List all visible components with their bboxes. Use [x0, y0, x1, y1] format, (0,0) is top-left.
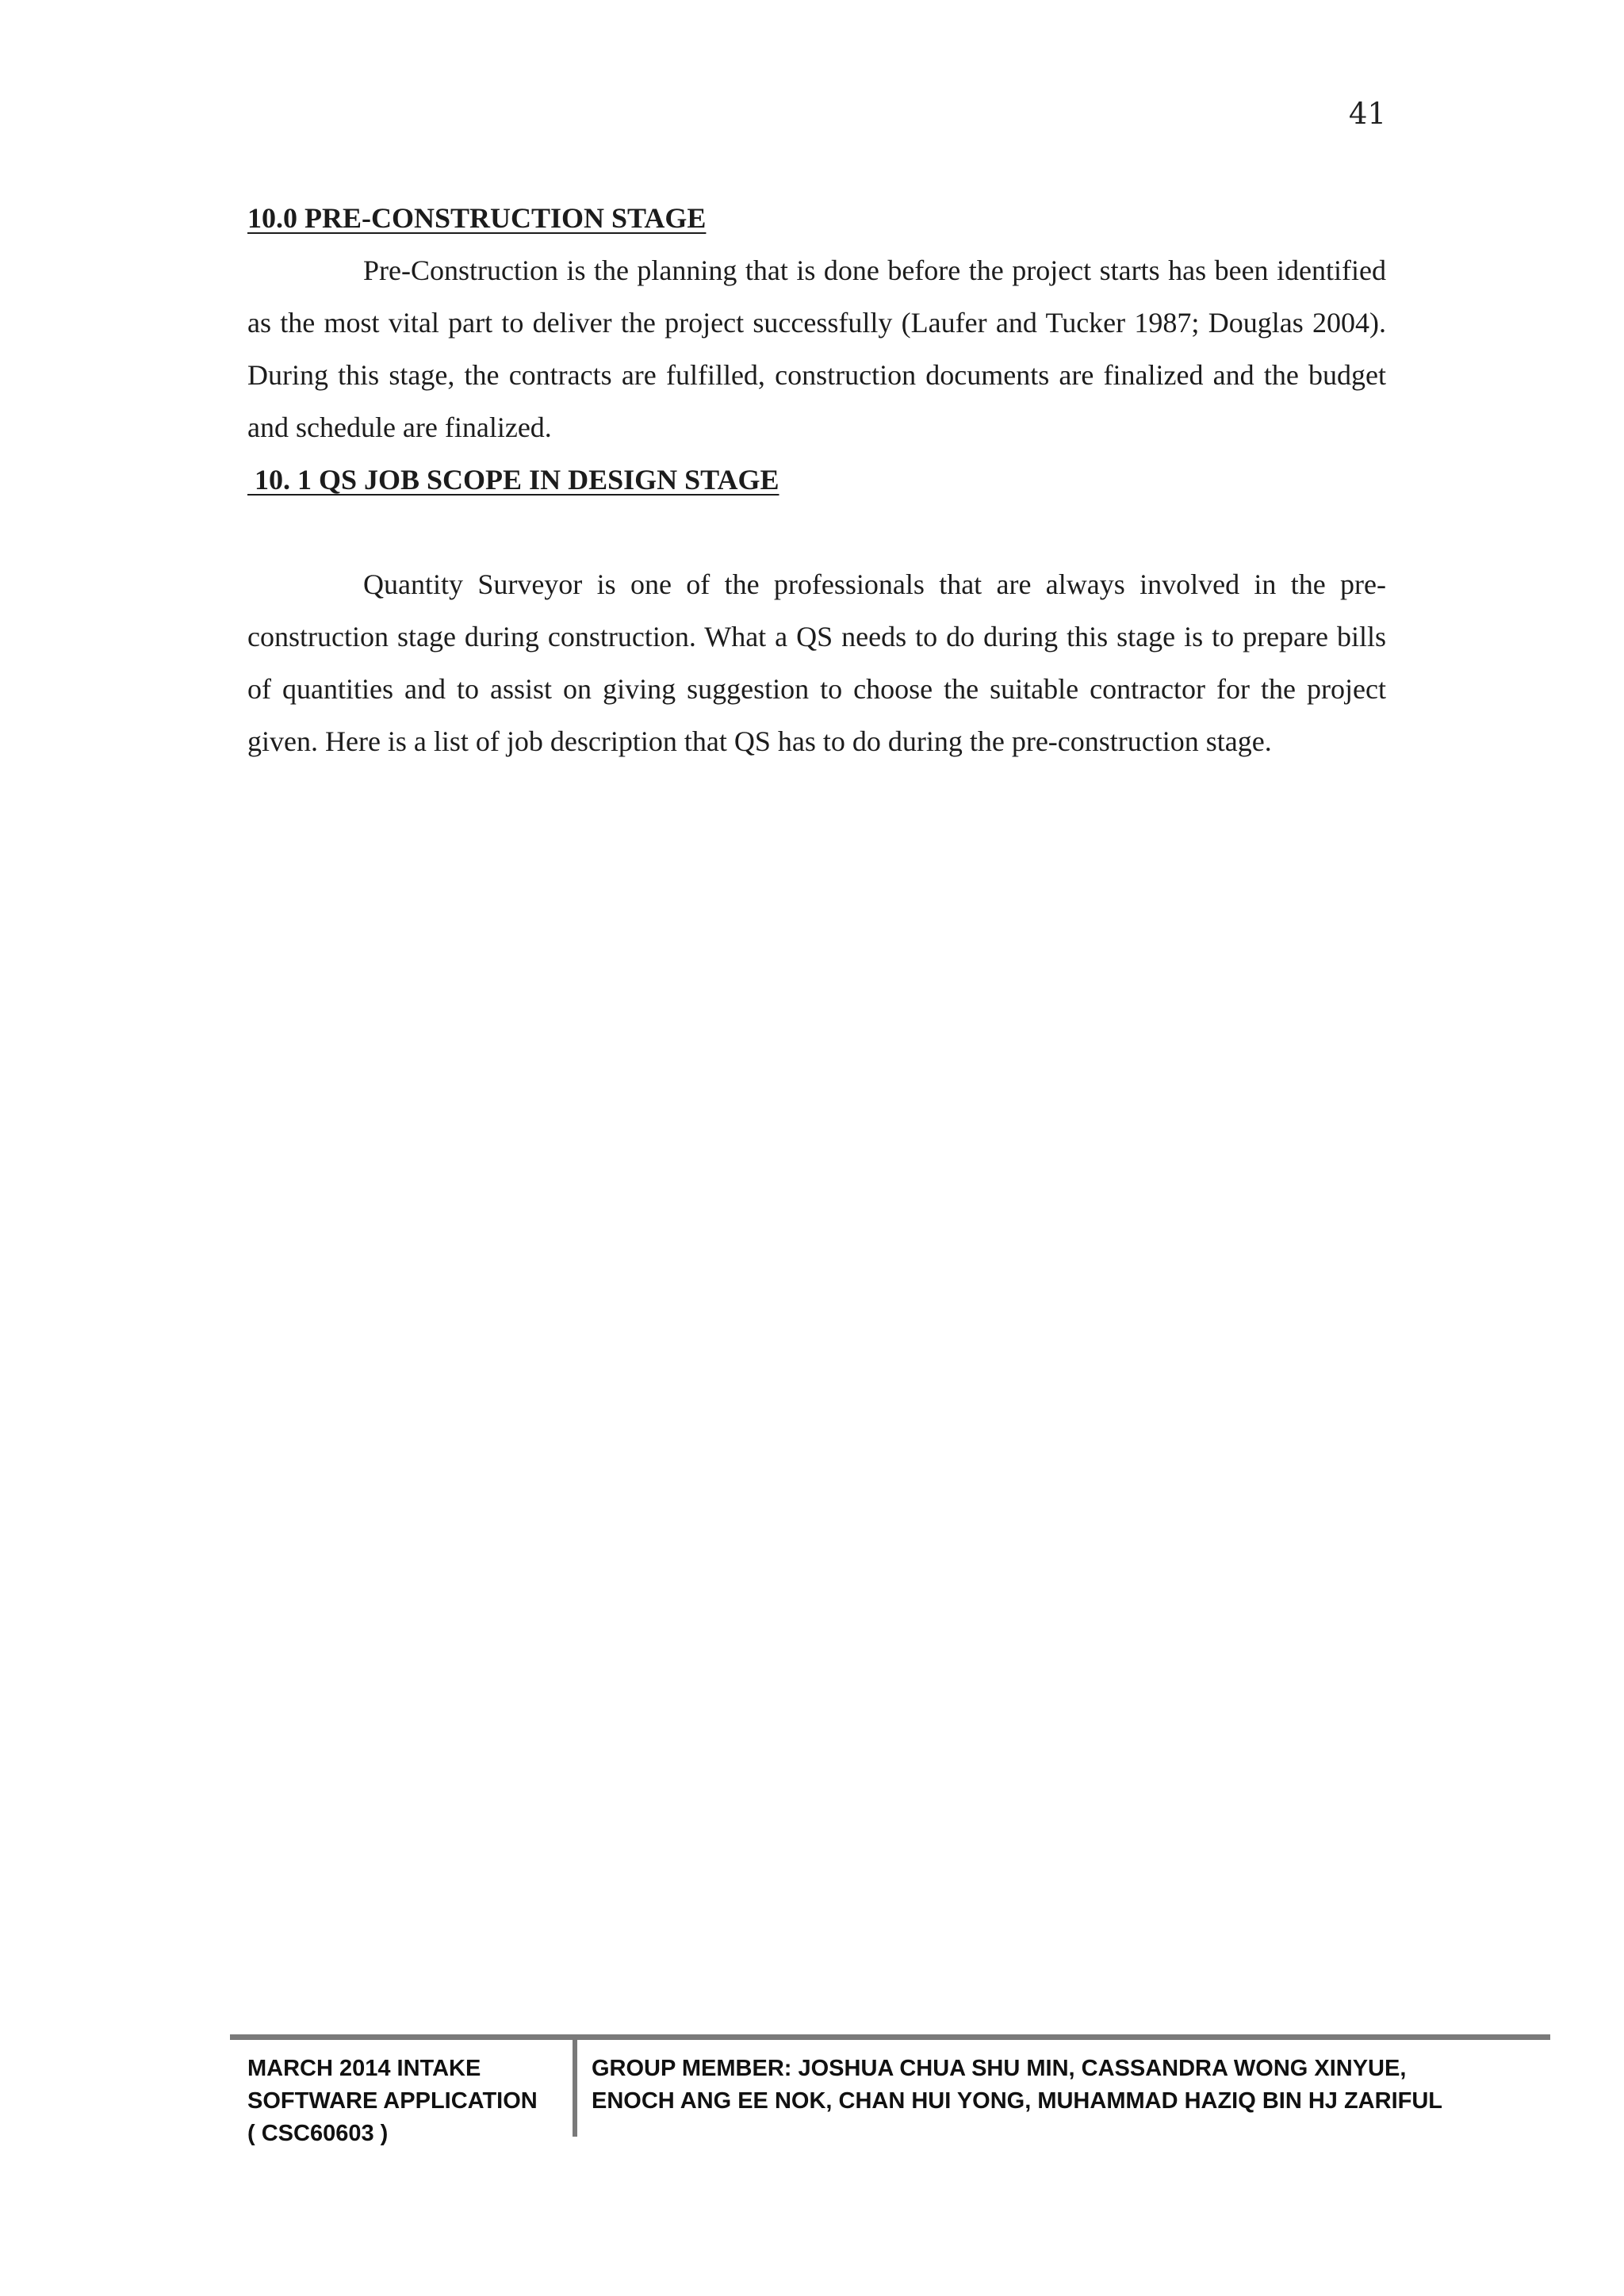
page-number: 41: [1348, 97, 1386, 131]
paragraph-spacer: [247, 506, 1386, 558]
footer-intake: MARCH 2014 INTAKE: [247, 2056, 481, 2081]
footer-course-code: ( CSC60603 ): [247, 2121, 389, 2146]
footer-members-line-1: GROUP MEMBER: JOSHUA CHUA SHU MIN, CASSANDRA WONG XINYUE,: [592, 2056, 1407, 2081]
footer-divider: [573, 2040, 577, 2137]
section-heading-pre-construction: 10.0 PRE-CONSTRUCTION STAGE: [247, 202, 707, 234]
page-content: [247, 192, 1386, 767]
section-paragraph-qs-job-scope: Quantity Surveyor is one of the professionals that are always involved in the pre-construction stage during construction. What a QS needs to do during this stage is to prepare bills of quantities and to assist on giving suggestion to choose the suitable contractor for the project given. Here is a list of job description that QS has to do during the pre-construction stage.: [247, 568, 1386, 757]
footer-course-info: [247, 2053, 571, 2150]
section-paragraph-pre-construction: Pre-Construction is the planning that is done before the project starts has been identified as the most vital part to deliver the project successfully (Laufer and Tucker 1987; Douglas 2004). During this stage, the contracts are fulfilled, construction documents are finalized and the budget and schedule are finalized.: [247, 254, 1386, 443]
section-heading-qs-job-scope: 10. 1 QS JOB SCOPE IN DESIGN STAGE: [247, 464, 779, 496]
page-footer: [230, 2034, 1550, 2146]
footer-group-members: [592, 2053, 1543, 2118]
footer-members-line-2: ENOCH ANG EE NOK, CHAN HUI YONG, MUHAMMAD HAZIQ BIN HJ ZARIFUL: [592, 2088, 1442, 2114]
footer-subject: SOFTWARE APPLICATION: [247, 2088, 538, 2114]
